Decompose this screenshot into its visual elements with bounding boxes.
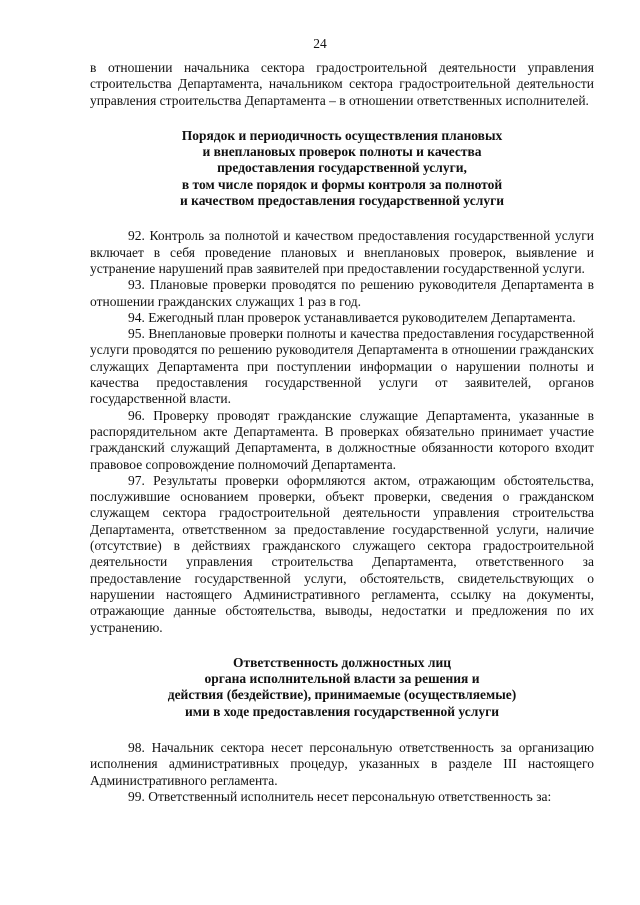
heading-line: в том числе порядок и формы контроля за полнотой: [181, 176, 503, 192]
heading-line: и качеством предоставления государственной услуги: [180, 193, 504, 209]
page-number: 24: [313, 36, 327, 51]
section-heading-inspections: [90, 128, 594, 209]
paragraph-98: 98. Начальник сектора несет персональную ответственность за организацию исполнения административных процедур, указанных в разделе III настоящего Административного регламента.: [90, 739, 594, 788]
section-heading-responsibility: [90, 655, 594, 720]
heading-line: Порядок и периодичность осуществления плановых: [181, 127, 503, 143]
paragraph-97: 97. Результаты проверки оформляются актом, отражающим обстоятельства, послужившие основанием проверки, объект проверки, сведения о гражданском служащем сектора градостроительной деятельности управления строительства Департамента, ответственном за предоставление государственной услуги, наличие (отсутствие) в действиях гражданского служащего сектора градостроительной деятельности управления строительства Департамента, ответственного за предоставление государственной услуги, обстоятельств, свидетельствующих о нарушении настоящего Административного регламента, ссылку на документы, отражающие данные обстоятельства, выводы, недостатки и предложения по их устранению.: [90, 472, 594, 635]
paragraph-93: 93. Плановые проверки проводятся по решению руководителя Департамента в отношении гражданских служащих 1 раз в год.: [90, 277, 594, 309]
heading-line: ими в ходе предоставления государственной услуги: [185, 703, 499, 719]
paragraph-92: 92. Контроль за полнотой и качеством предоставления государственной услуги включает в себя проведение плановых и внеплановых проверок, выявление и устранение нарушений прав заявителей при предоставлении государственной услуги.: [90, 228, 594, 276]
heading-line: Ответственность должностных лиц: [232, 654, 452, 670]
paragraph-96: 96. Проверку проводят гражданские служащие Департамента, указанные в распорядительном акте Департамента. В проверках обязательно принимает участие гражданский служащий Департамента, в должностные обязанности которого входит правовое сопровождение полномочий Департамента.: [90, 407, 594, 472]
heading-line: и внеплановых проверок полноты и качества: [202, 144, 482, 160]
heading-line: органа исполнительной власти за решения и: [204, 671, 480, 687]
document-body: [90, 60, 594, 805]
paragraph-95: 95. Внеплановые проверки полноты и качества предоставления государственной услуги проводятся по решению руководителя Департамента в отношении гражданских служащих Департамента при поступлении информации о нарушении полноты и качества предоставления государственной услуги от заявителей, органов государственной власти.: [90, 326, 594, 407]
heading-line: действия (бездействие), принимаемые (осуществляемые): [167, 687, 517, 703]
paragraph-99: 99. Ответственный исполнитель несет персональную ответственность за:: [128, 788, 552, 804]
heading-line: предоставления государственной услуги,: [217, 160, 467, 176]
paragraph-94: 94. Ежегодный план проверок устанавливается руководителем Департамента.: [128, 309, 576, 325]
intro-paragraph: в отношении начальника сектора градостроительной деятельности управления строительства Департамента, начальником сектора градостроительной деятельности управления строительства Департамента – в отношении ответственных исполнителей.: [90, 60, 594, 108]
